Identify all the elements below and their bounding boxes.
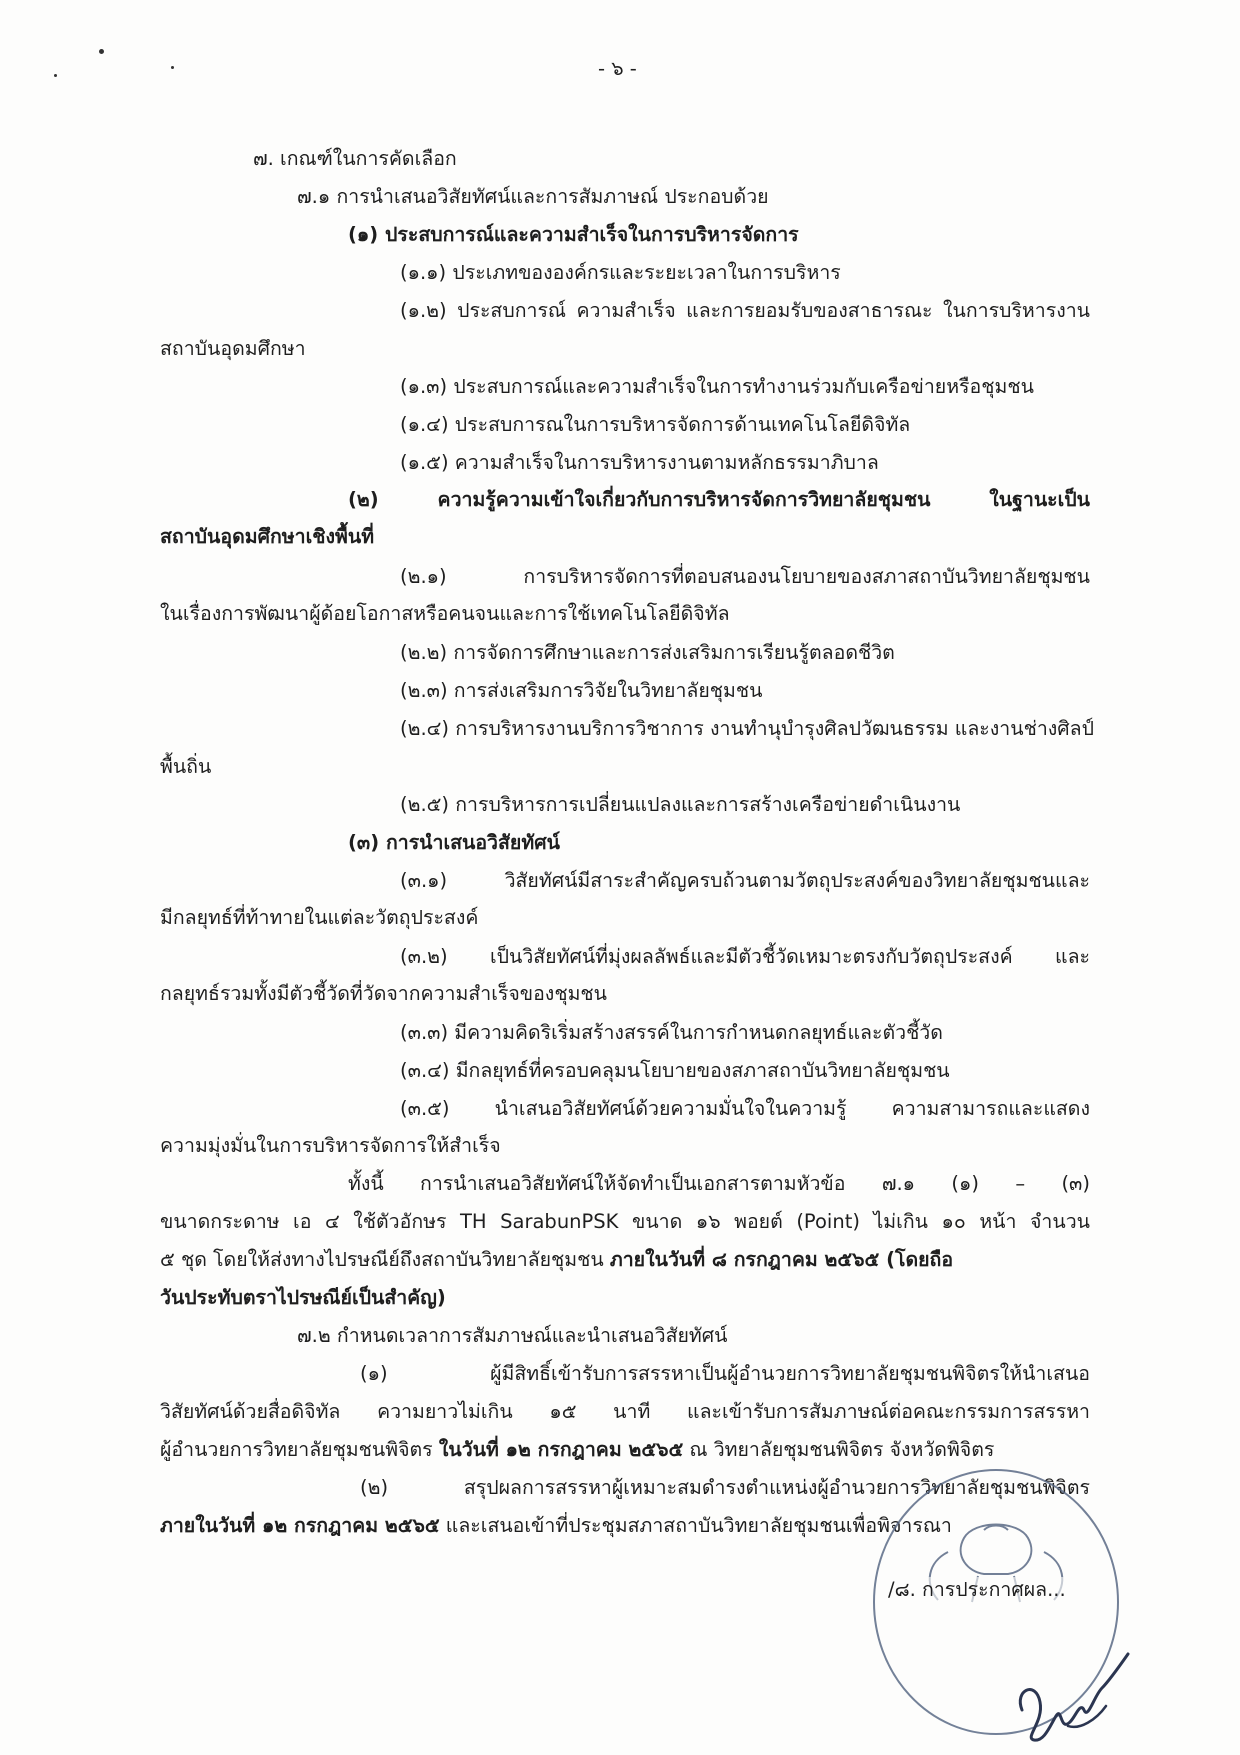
criterion-1-2-cont: สถาบันอุดมศึกษา: [160, 337, 306, 360]
criterion-3-3: (๓.๓) มีความคิดริเริ่มสร้างสรรค์ในการกำหนดกลยุทธ์และตัวชี้วัด: [400, 1021, 943, 1044]
criterion-3-heading: (๓) การนำเสนอวิสัยทัศน์: [348, 831, 560, 854]
criterion-1-heading: (๑) ประสบการณ์และความสำเร็จในการบริหารจัดการ: [348, 223, 799, 246]
section-7-1-heading: ๗.๑ การนำเสนอวิสัยทัศน์และการสัมภาษณ์ ประกอบด้วย: [297, 185, 769, 208]
criterion-2-4-cont: พื้นถิ่น: [160, 755, 212, 778]
schedule-item-1-line-2: วิสัยทัศน์ด้วยสื่อดิจิทัล ความยาวไม่เกิน ๑๕ นาที และเข้ารับการสัมภาษณ์ต่อคณะกรรมการสรรหา: [160, 1400, 1090, 1423]
criterion-3-5: (๓.๕) นำเสนอวิสัยทัศน์ด้วยความมั่นใจในความรู้ ความสามารถและแสดง: [400, 1097, 1090, 1120]
submission-note: ทั้งนี้ การนำเสนอวิสัยทัศน์ให้จัดทำเป็นเอกสารตามหัวข้อ ๗.๑ (๑) – (๓): [348, 1172, 1090, 1195]
schedule-item-1-place: ณ วิทยาลัยชุมชนพิจิตร จังหวัดพิจิตร: [683, 1438, 995, 1461]
criterion-2-heading: (๒) ความรู้ความเข้าใจเกี่ยวกับการบริหารจัดการวิทยาลัยชุมชน ในฐานะเป็น: [348, 488, 1090, 511]
criterion-2-1-cont: ในเรื่องการพัฒนาผู้ด้อยโอกาสหรือคนจนและการใช้เทคโนโลยีดิจิทัล: [160, 602, 730, 625]
continuation-note: /๘. การประกาศผล...: [888, 1578, 1066, 1601]
criterion-3-1: (๓.๑) วิสัยทัศน์มีสาระสำคัญครบถ้วนตามวัตถุประสงค์ของวิทยาลัยชุมชนและ: [400, 869, 1090, 892]
scan-speck: [171, 66, 174, 69]
interview-date: ในวันที่ ๑๒ กรกฎาคม ๒๕๖๕: [438, 1438, 684, 1461]
schedule-item-2-text: และเสนอเข้าที่ประชุมสภาสถาบันวิทยาลัยชุมชนเพื่อพิจารณา: [439, 1514, 952, 1537]
criterion-3-4: (๓.๔) มีกลยุทธ์ที่ครอบคลุมนโยบายของสภาสถาบันวิทยาลัยชุมชน: [400, 1059, 950, 1082]
criterion-1-4: (๑.๔) ประสบการณในการบริหารจัดการด้านเทคโนโลยีดิจิทัล: [400, 413, 911, 436]
criterion-3-2: (๓.๒) เป็นวิสัยทัศน์ที่มุ่งผลลัพธ์และมีตัวชี้วัดเหมาะตรงกับวัตถุประสงค์ และ: [400, 945, 1090, 968]
scan-speck: [54, 74, 57, 77]
criterion-2-heading-cont: สถาบันอุดมศึกษาเชิงพื้นที่: [160, 525, 375, 548]
criterion-1-5: (๑.๕) ความสำเร็จในการบริหารงานตามหลักธรรมาภิบาล: [400, 451, 879, 474]
criterion-2-5: (๒.๕) การบริหารการเปลี่ยนแปลงและการสร้างเครือข่ายดำเนินงาน: [400, 793, 961, 816]
criterion-2-1: (๒.๑) การบริหารจัดการที่ตอบสนองนโยบายของสภาสถาบันวิทยาลัยชุมชน: [400, 565, 1090, 588]
section-7-2-heading: ๗.๒ กำหนดเวลาการสัมภาษณ์และนำเสนอวิสัยทัศน์: [297, 1324, 728, 1347]
criterion-3-5-cont: ความมุ่งมั่นในการบริหารจัดการให้สำเร็จ: [160, 1134, 501, 1157]
criterion-2-4: (๒.๔) การบริหารงานบริการวิชาการ งานทำนุบำรุงศิลปวัฒนธรรม และงานช่างศิลป์: [400, 717, 1094, 740]
result-date: ภายในวันที่ ๑๒ กรกฎาคม ๒๕๖๕: [160, 1514, 440, 1537]
section-7-heading: ๗. เกณฑ์ในการคัดเลือก: [253, 147, 457, 170]
criterion-1-1: (๑.๑) ประเภทขององค์กรและระยะเวลาในการบริหาร: [400, 261, 841, 284]
submission-deadline: ภายในวันที่ ๘ กรกฎาคม ๒๕๖๕ (โดยถือ: [609, 1248, 954, 1271]
signature: [1010, 1640, 1140, 1750]
submission-note-line-4: วันประทับตราไปรษณีย์เป็นสำคัญ): [160, 1286, 446, 1309]
submission-note-line-3: [160, 1247, 953, 1273]
submission-note-text: ๕ ชุด โดยให้ส่งทางไปรษณีย์ถึงสถาบันวิทยาลัยชุมชน: [160, 1248, 610, 1271]
schedule-item-1: (๑) ผู้มีสิทธิ์เข้ารับการสรรหาเป็นผู้อำนวยการวิทยาลัยชุมชนพิจิตรให้นำเสนอ: [360, 1362, 1090, 1385]
criterion-2-3: (๒.๓) การส่งเสริมการวิจัยในวิทยาลัยชุมชน: [400, 679, 763, 702]
submission-note-line-2: ขนาดกระดาษ เอ ๔ ใช้ตัวอักษร TH SarabunPSK ขนาด ๑๖ พอยต์ (Point) ไม่เกิน ๑๐ หน้า จำนวน: [160, 1210, 1090, 1233]
schedule-item-2: (๒) สรุปผลการสรรหาผู้เหมาะสมดำรงตำแหน่งผู้อำนวยการวิทยาลัยชุมชนพิจิตร: [360, 1476, 1090, 1499]
page-number: - ๖ -: [598, 57, 637, 80]
criterion-1-3: (๑.๓) ประสบการณ์และความสำเร็จในการทำงานร่วมกับเครือข่ายหรือชุมชน: [400, 375, 1034, 398]
schedule-item-2-line-2: [160, 1513, 952, 1539]
criterion-1-2: (๑.๒) ประสบการณ์ ความสำเร็จ และการยอมรับของสาธารณะ ในการบริหารงาน: [400, 299, 1090, 322]
schedule-item-1-text: ผู้อำนวยการวิทยาลัยชุมชนพิจิตร: [160, 1438, 439, 1461]
scan-speck: [99, 49, 104, 54]
criterion-3-1-cont: มีกลยุทธ์ที่ท้าทายในแต่ละวัตถุประสงค์: [160, 906, 479, 929]
criterion-3-2-cont: กลยุทธ์รวมทั้งมีตัวชี้วัดที่วัดจากความสำเร็จของชุมชน: [160, 982, 607, 1005]
criterion-2-2: (๒.๒) การจัดการศึกษาและการส่งเสริมการเรียนรู้ตลอดชีวิต: [400, 641, 895, 664]
